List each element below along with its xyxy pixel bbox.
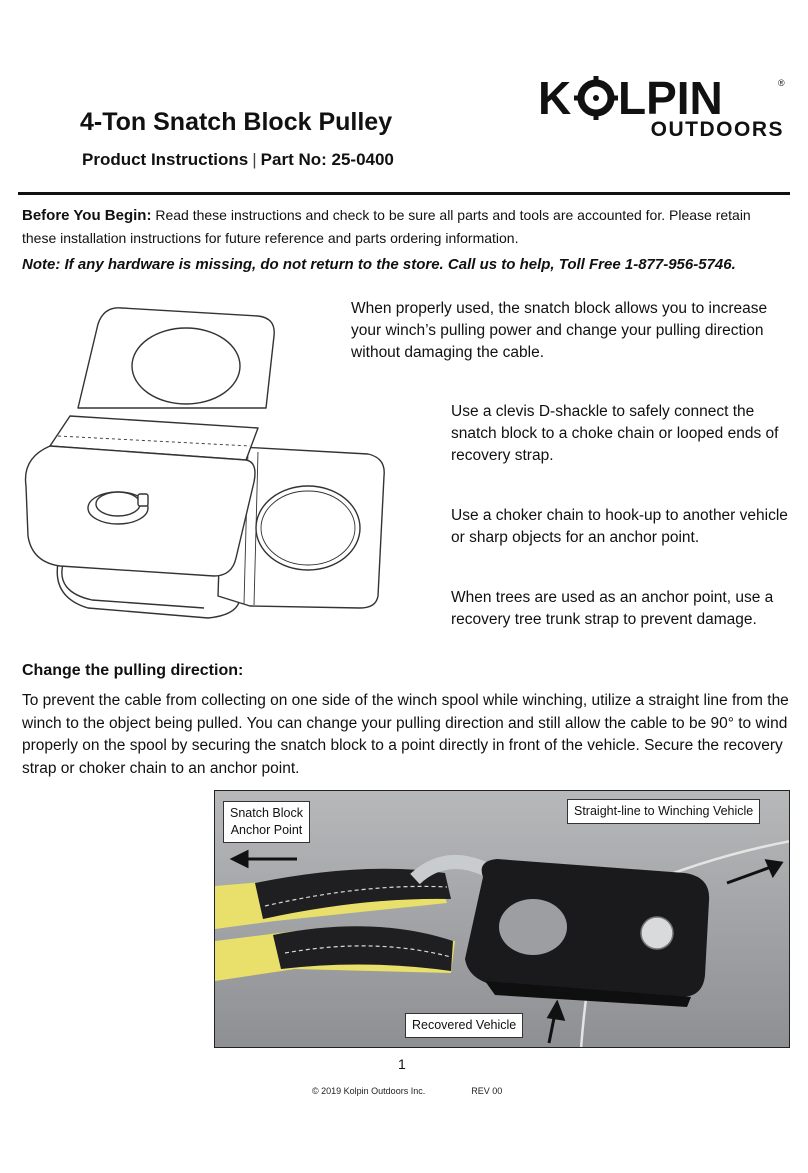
document-title: 4-Ton Snatch Block Pulley xyxy=(80,108,393,136)
header-divider xyxy=(18,192,790,195)
setup-photo xyxy=(214,790,790,1048)
kolpin-logo xyxy=(538,72,788,144)
hardware-note: Note: If any hardware is missing, do not return to the store. Call us to help, Toll Free 1-877-956-5746. xyxy=(22,256,736,273)
part-number: Part No: 25-0400 xyxy=(260,150,394,169)
page-number: 1 xyxy=(398,1056,406,1072)
left-plate-hole xyxy=(132,328,240,404)
usage-paragraph-d-shackle: Use a clevis D-shackle to safely connect the snatch block to a choke chain or looped ends of recovery strap. xyxy=(451,403,779,464)
crosshair-icon xyxy=(574,76,618,120)
document-subtitle xyxy=(82,150,394,170)
callout-anchor-line-2: Anchor Point xyxy=(230,823,303,837)
callout-straight-line: Straight-line to Winching Vehicle xyxy=(567,799,760,824)
callout-anchor-line-1: Snatch Block xyxy=(230,806,303,820)
registered-mark: ® xyxy=(778,78,785,88)
callout-recovered-vehicle: Recovered Vehicle xyxy=(405,1013,523,1038)
usage-paragraph-tree-strap: When trees are used as an anchor point, use a recovery tree trunk strap to prevent damage. xyxy=(451,589,774,628)
before-heading: Before You Begin: xyxy=(22,207,152,224)
before-text: Read these instructions and check to be sure all parts and tools are accounted for. Please retain these installation instructions for future reference and parts ordering information. xyxy=(22,207,751,246)
revision: REV 00 xyxy=(471,1086,503,1096)
subtitle-separator: | xyxy=(252,150,257,169)
copyright: © 2019 Kolpin Outdoors Inc. xyxy=(312,1086,426,1096)
change-direction-text: To prevent the cable from collecting on one side of the winch spool while winching, utilize a straight line from the winch to the object being pulled. You can change your pulling direction and still allow the cable to be 90° to wind properly on the spool by securing the snatch block to a point directly in front of the vehicle. Secure the recovery strap or choker chain to an anchor point. xyxy=(22,692,789,777)
logo-letter-k: K xyxy=(538,72,572,124)
page-footer xyxy=(312,1086,502,1096)
right-plate-hole xyxy=(256,486,360,570)
logo-letters-lpin: LPIN xyxy=(618,72,723,124)
snatch-block-diagram xyxy=(18,296,398,636)
callout-anchor-point xyxy=(223,801,310,843)
logo-tagline: OUTDOORS xyxy=(650,118,784,141)
snatch-block-photo xyxy=(465,859,709,1007)
usage-paragraph-choker-chain: Use a choker chain to hook-up to another vehicle or sharp objects for an anchor point. xyxy=(451,507,788,546)
subtitle-label: Product Instructions xyxy=(82,150,249,169)
before-you-begin xyxy=(22,204,787,249)
usage-paragraph-increase-power: When properly used, the snatch block allows you to increase your winch’s pulling power and change your pulling direction without damaging the cable. xyxy=(351,300,768,361)
change-direction-heading: Change the pulling direction: xyxy=(22,662,244,679)
